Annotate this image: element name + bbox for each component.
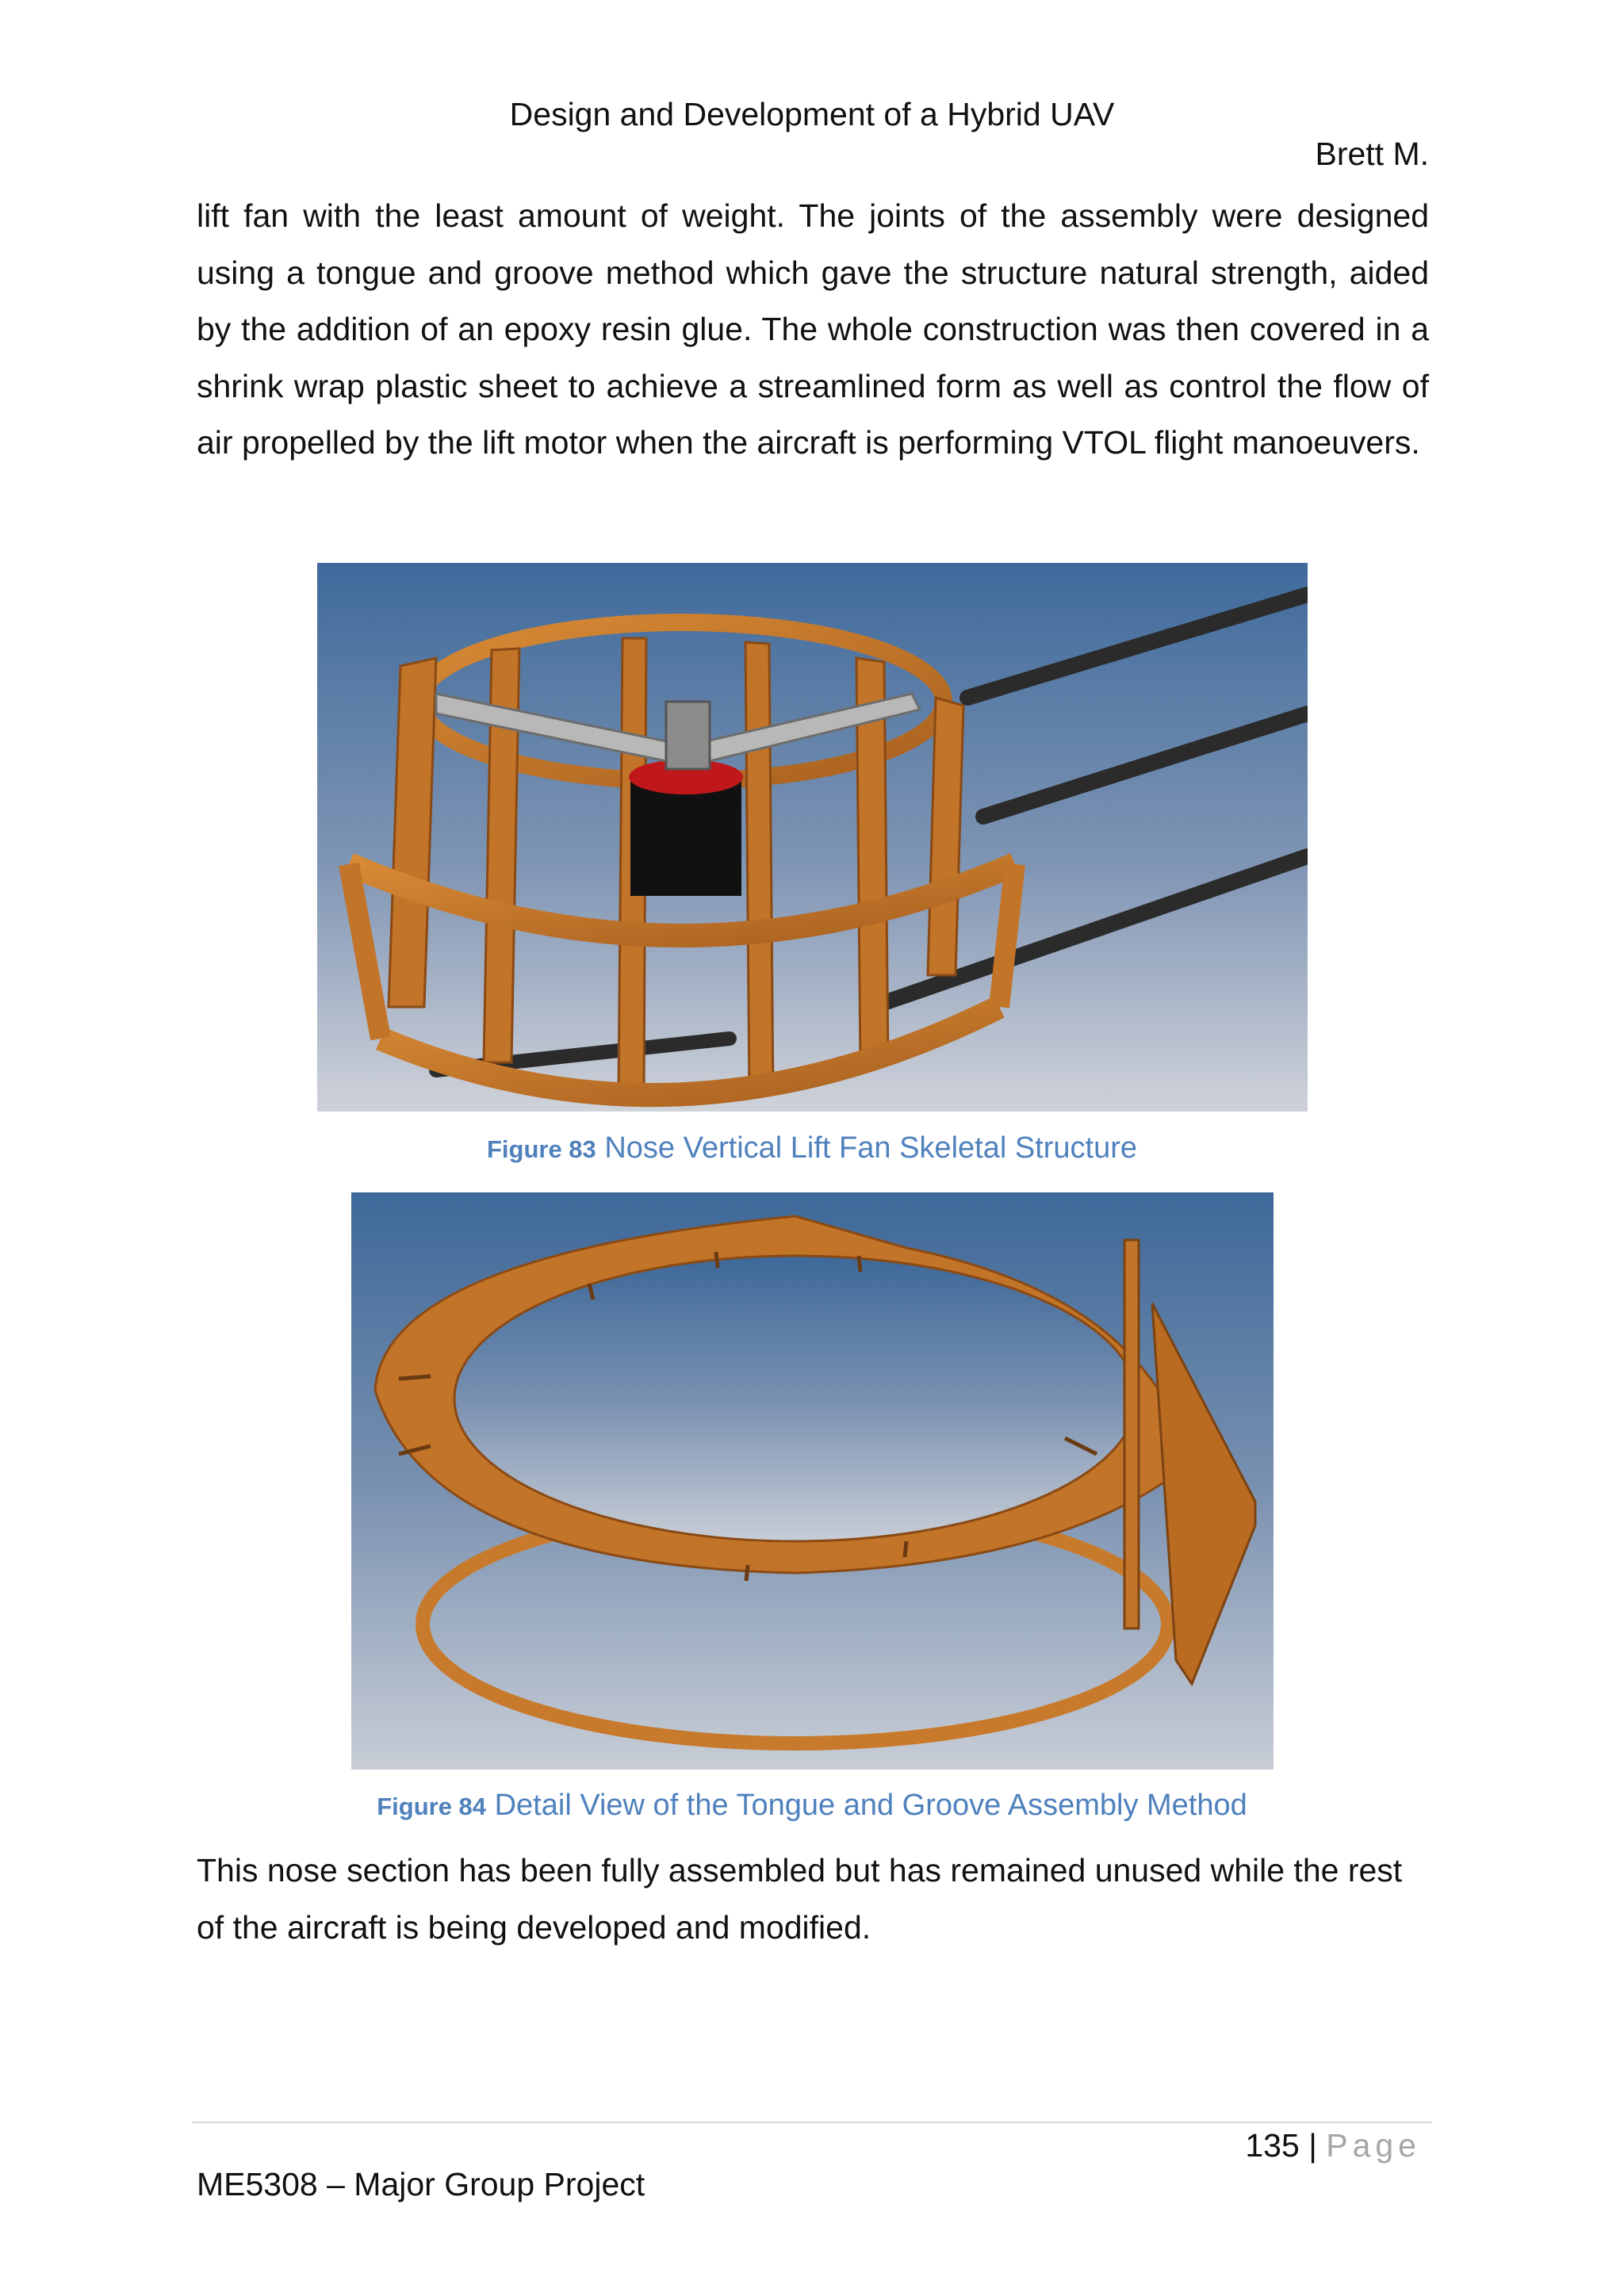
figure-84-image	[351, 1192, 1274, 1770]
figure-83-image	[317, 563, 1308, 1112]
page-number-value: 135	[1245, 2127, 1300, 2164]
figure-84-label: Figure 84	[377, 1793, 487, 1820]
page-number	[1245, 2125, 1421, 2166]
body-paragraph-2: This nose section has been fully assembled but has remained unused while the rest of the aircraft is being developed and modified.	[197, 1852, 1403, 1946]
figure-84-caption	[0, 1786, 1624, 1826]
figure-83-label: Figure 83	[486, 1135, 596, 1163]
figure-83-caption	[0, 1129, 1624, 1169]
figure-84-caption-text: Detail View of the Tongue and Groove Assembly Method	[494, 1789, 1247, 1822]
body-paragraph-1: lift fan with the least amount of weight. The joints of the assembly were designed using a tongue and groove method which gave the structure natural strength, aided by the addition of an epoxy resin glue. The whole construction was then covered in a shrink wrap plastic sheet to achieve a streamlined form as well as control the flow of air propelled by the lift motor when the aircraft is performing VTOL flight manoeuvers.	[197, 197, 1429, 461]
page-word: Page	[1326, 2127, 1421, 2164]
page-number-separator: |	[1299, 2127, 1327, 2164]
figure-83-caption-text: Nose Vertical Lift Fan Skeletal Structure	[604, 1131, 1138, 1165]
course-name: ME5308 – Major Group Project	[197, 2166, 645, 2202]
author-name: Brett M.	[1315, 136, 1429, 172]
footer-divider	[192, 2122, 1432, 2123]
document-title: Design and Development of a Hybrid UAV	[509, 96, 1115, 132]
